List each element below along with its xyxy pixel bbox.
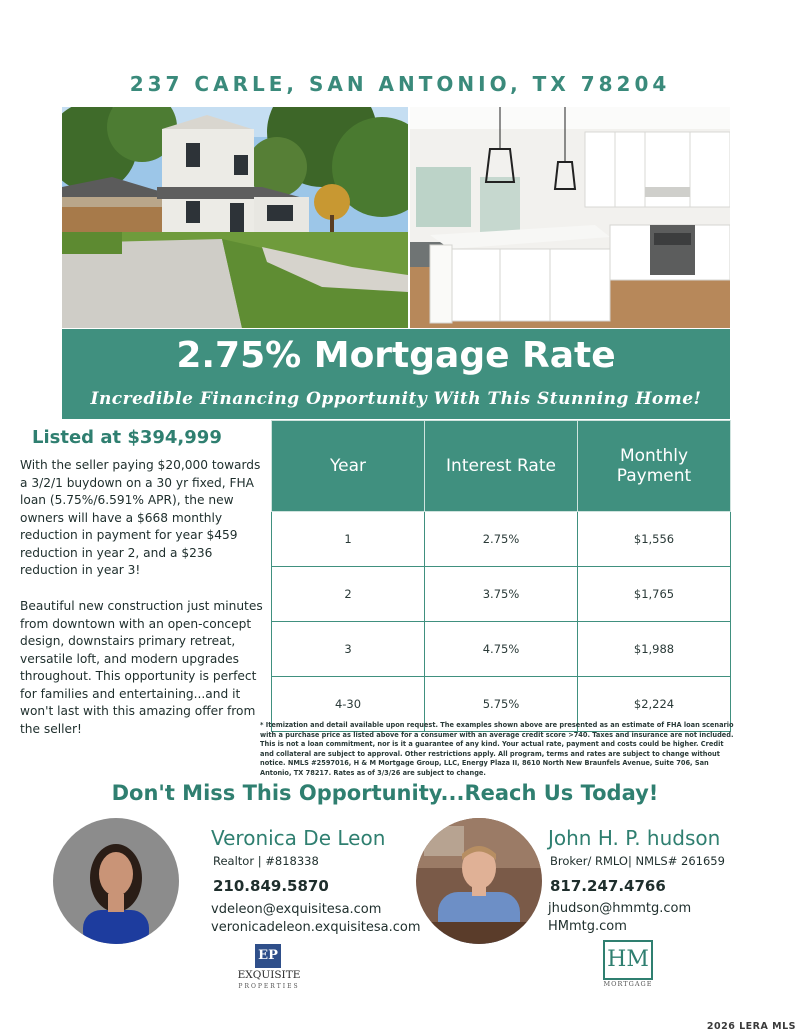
- avatar: [416, 818, 542, 944]
- cell-year: 2: [272, 567, 425, 622]
- email-link-john[interactable]: jhudson@hmmtg.com: [548, 901, 692, 916]
- mls-watermark: 2026 LERA MLS: [706, 1021, 796, 1032]
- table-header-row: [272, 421, 731, 512]
- agent-role-veronica: Realtor | #818338: [213, 854, 319, 868]
- agent-role-john: Broker/ RMLO| NMLS# 261659: [550, 854, 725, 868]
- rate-banner: [62, 329, 730, 419]
- exterior-photo: [62, 107, 408, 328]
- cell-payment: $1,556: [578, 512, 731, 567]
- property-description: Beautiful new construction just minutes from downtown with an open-concept design, downstairs primary retreat, versatile loft, and modern upgrades throughout. This opportunity is perfect for families and entertaining...and it won't last with this amazing offer from the seller!: [20, 599, 263, 736]
- hm-mortgage-logo: [598, 940, 658, 990]
- email-link-veronica[interactable]: vdeleon@exquisitesa.com: [211, 902, 382, 917]
- avatar: [53, 818, 179, 944]
- hm-logo-mark: HM: [603, 940, 653, 980]
- table-row: [272, 622, 731, 677]
- buydown-description: With the seller paying $20,000 towards a 3/2/1 buydown on a 30 yr fixed, FHA loan (5.75%/6.591% APR), the new owners will have a $668 monthly reduction in payment for year $459 reduction in year 2, and a $236 reduction in year 3!: [20, 458, 261, 577]
- cell-payment: $1,765: [578, 567, 731, 622]
- cell-year: 1: [272, 512, 425, 567]
- exquisite-properties-logo: [228, 944, 310, 992]
- ep-logo-mark: EP: [255, 944, 281, 968]
- cell-rate: 4.75%: [425, 622, 578, 677]
- ep-logo-name: EXQUISITE: [237, 969, 301, 981]
- header-interest-rate: Interest Rate: [425, 421, 578, 512]
- agent-name-john: John H. P. hudson: [548, 826, 721, 850]
- disclaimer-text: * Itemization and detail available upon request. The examples shown above are presented as an estimate of FHA loan scenario with a purchase price as listed above for a consumer with an average credit score >740. Taxes and insurance are not included. This is not a loan commitment, nor is it a guarantee of any kind. Your actual rate, payment and costs could be higher. Credit and collateral are subject to approval. Other restrictions apply. All program, terms and rates are subject to change without notice. NMLS #2597016, H & M Mortgage Group, LLC, Energy Plaza II, 8610 North New Braunfels Avenue, Suite 706, San Antonio, TX 78217. Rates as of 3/3/26 are subject to change.: [260, 721, 734, 777]
- header-year: Year: [272, 421, 425, 512]
- hm-logo-sub: MORTGAGE: [603, 980, 653, 988]
- table-row: [272, 567, 731, 622]
- phone-link-john[interactable]: 817.247.4766: [550, 877, 666, 895]
- banner-title: 2.75% Mortgage Rate: [176, 335, 616, 376]
- header-monthly-payment: Monthly Payment: [578, 421, 731, 512]
- cell-payment: $1,988: [578, 622, 731, 677]
- phone-link-veronica[interactable]: 210.849.5870: [213, 877, 329, 895]
- table-row: [272, 512, 731, 567]
- cell-rate: 3.75%: [425, 567, 578, 622]
- website-link-john[interactable]: HMmtg.com: [548, 919, 627, 934]
- property-address: 237 CARLE, SAN ANTONIO, TX 78204: [129, 72, 671, 96]
- agent-name-veronica: Veronica De Leon: [211, 826, 386, 850]
- cell-payment: $2,224: [578, 677, 731, 732]
- listing-price: Listed at $394,999: [32, 427, 222, 448]
- cell-rate: 2.75%: [425, 512, 578, 567]
- cell-year: 3: [272, 622, 425, 677]
- cell-rate: 5.75%: [425, 677, 578, 732]
- website-link-veronica[interactable]: veronicadeleon.exquisitesa.com: [211, 920, 421, 935]
- rate-table: [271, 420, 731, 732]
- banner-subtitle: Incredible Financing Opportunity With This Stunning Home!: [90, 389, 702, 409]
- kitchen-photo: [410, 107, 730, 328]
- cell-year: 4-30: [272, 677, 425, 732]
- call-to-action: Don't Miss This Opportunity...Reach Us Today!: [111, 781, 659, 805]
- ep-logo-sub: PROPERTIES: [238, 983, 300, 990]
